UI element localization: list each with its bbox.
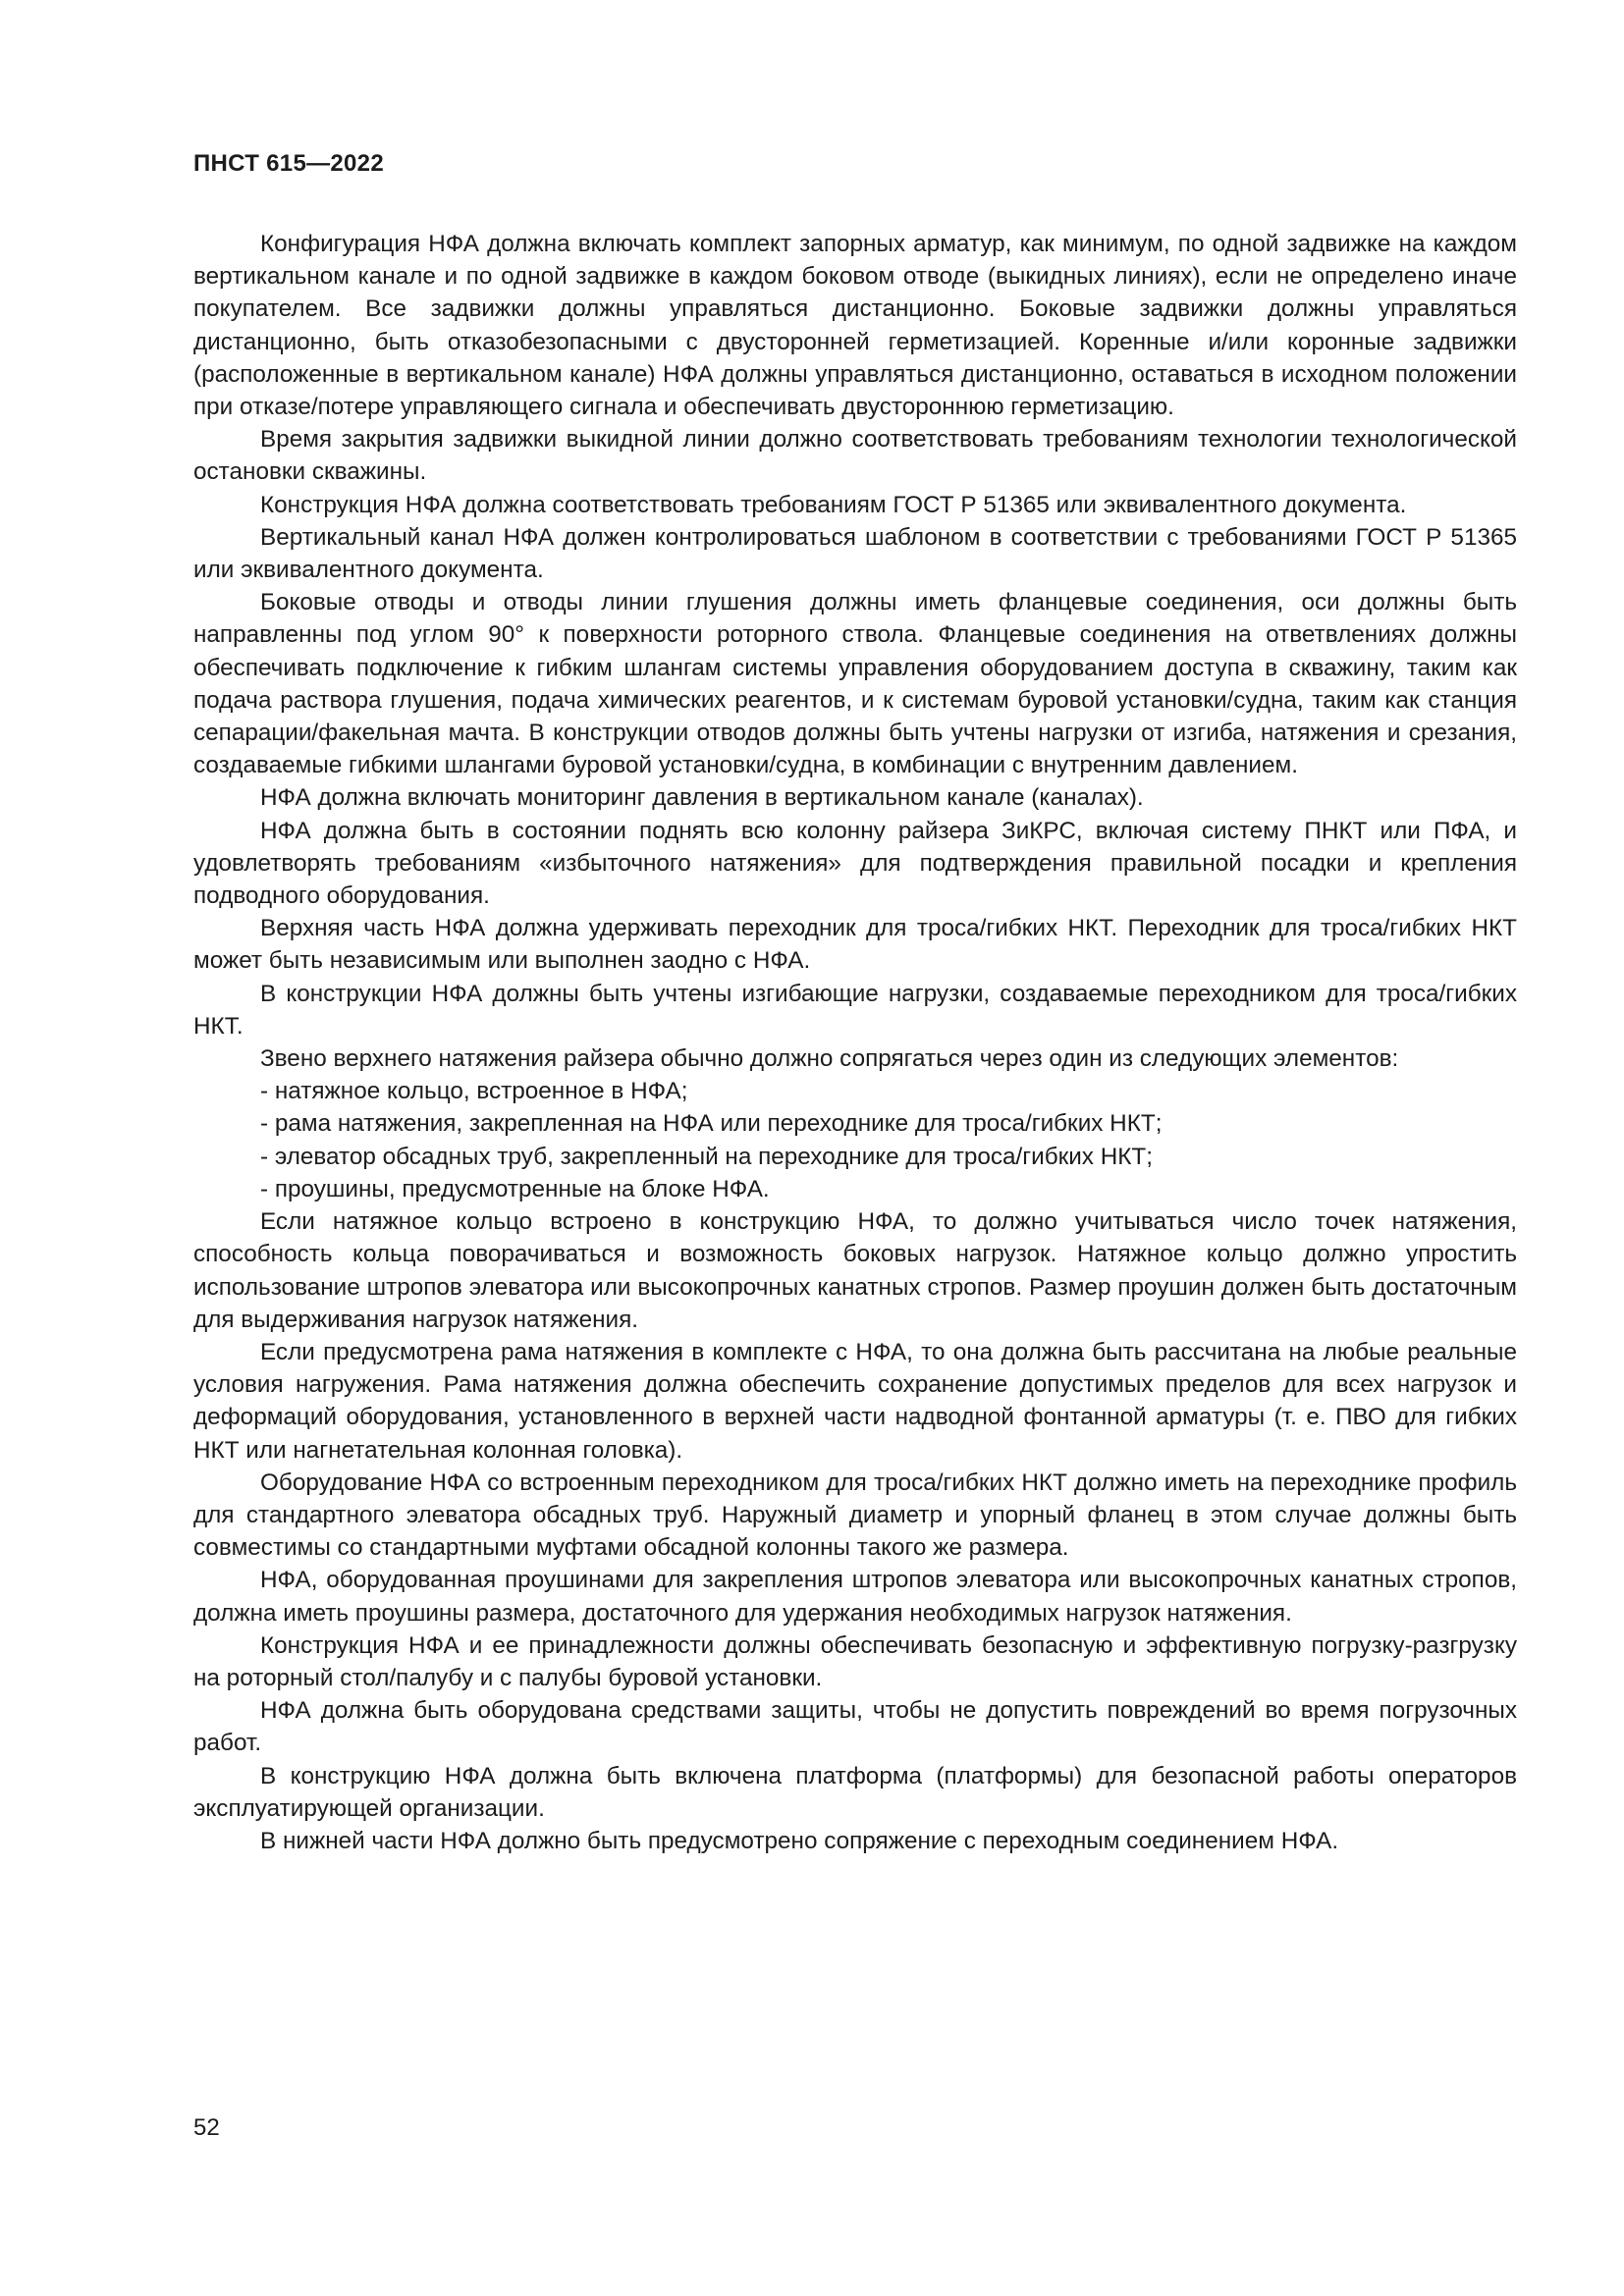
paragraph: Время закрытия задвижки выкидной линии должно соответствовать требованиям технологии технологической остановки скважины. [193,426,1517,486]
document-body [193,228,1517,1857]
paragraph: Если натяжное кольцо встроено в конструкцию НФА, то должно учитываться число точек натяжения, способность кольца поворачиваться и возможность боковых нагрузок. Натяжное кольцо должно упростить использование штропов элеватора или высокопрочных канатных стропов. Размер проушин должен быть достаточным для выдерживания нагрузок натяжения. [193,1208,1517,1333]
document-header: ПНСТ 615—2022 [193,150,384,177]
paragraph: НФА должна быть в состоянии поднять всю колонну райзера ЗиКРС, включая систему ПНКТ или ПФА, и удовлетворять требованиям «избыточного натяжения» для подтверждения правильной посадки и крепления подводного оборудования. [193,817,1517,910]
list-item: - проушины, предусмотренные на блоке НФА. [260,1175,770,1202]
paragraph: В конструкции НФА должны быть учтены изгибающие нагрузки, создаваемые переходником для троса/гибких НКТ. [193,980,1517,1040]
paragraph: НФА, оборудованная проушинами для закрепления штропов элеватора или высокопрочных канатных стропов, должна иметь проушины размера, достаточного для удержания необходимых нагрузок натяжения. [193,1567,1517,1627]
paragraph: НФА должна быть оборудована средствами защиты, чтобы не допустить повреждений во время погрузочных работ. [193,1697,1517,1757]
paragraph: Оборудование НФА со встроенным переходником для троса/гибких НКТ должно иметь на переходнике профиль для стандартного элеватора обсадных труб. Наружный диаметр и упорный фланец в этом случае должны быть совместимы со стандартными муфтами обсадной колонны такого же размера. [193,1468,1517,1562]
paragraph: В конструкцию НФА должна быть включена платформа (платформы) для безопасной работы операторов эксплуатирующей организации. [193,1762,1517,1822]
paragraph: НФА должна включать мониторинг давления в вертикальном канале (каналах). [260,784,1144,812]
list-item: - элеватор обсадных труб, закрепленный на переходнике для троса/гибких НКТ; [260,1143,1153,1170]
paragraph: Вертикальный канал НФА должен контролироваться шаблоном в соответствии с требованиями ГОСТ Р 51365 или эквивалентного документа. [193,523,1517,584]
page-number: 52 [193,2114,220,2141]
paragraph: В нижней части НФА должно быть предусмотрено сопряжение с переходным соединением НФА. [260,1827,1339,1854]
paragraph: Конструкция НФА должна соответствовать требованиям ГОСТ Р 51365 или эквивалентного документа. [260,491,1407,518]
list-item: - натяжное кольцо, встроенное в НФА; [260,1078,688,1105]
list-item: - рама натяжения, закрепленная на НФА или переходнике для троса/гибких НКТ; [260,1110,1163,1138]
paragraph: Боковые отводы и отводы линии глушения должны иметь фланцевые соединения, оси должны быть направленны под углом 90° к поверхности роторного ствола. Фланцевые соединения на ответвлениях должны обеспечивать подключение к гибким шлангам системы управления оборудованием доступа в скважину, таким как подача раствора глушения, подача химических реагентов, и к системам буровой установки/судна, таким как станция сепарации/факельная мачта. В конструкции отводов должны быть учтены нагрузки от изгиба, натяжения и срезания, создаваемые гибкими шлангами буровой установки/судна, в комбинации с внутренним давлением. [193,589,1517,779]
paragraph: Конструкция НФА и ее принадлежности должны обеспечивать безопасную и эффективную погрузку-разгрузку на роторный стол/палубу и с палубы буровой установки. [193,1631,1517,1691]
paragraph: Верхняя часть НФА должна удерживать переходник для троса/гибких НКТ. Переходник для троса/гибких НКТ может быть независимым или выполнен заодно с НФА. [193,915,1517,975]
paragraph: Звено верхнего натяжения райзера обычно должно сопрягаться через один из следующих элементов: [260,1045,1399,1073]
paragraph: Конфигурация НФА должна включать комплект запорных арматур, как минимум, по одной задвижке на каждом вертикальном канале и по одной задвижке в каждом боковом отводе (выкидных линиях), если не определено иначе покупателем. Все задвижки должны управляться дистанционно. Боковые задвижки должны управляться дистанционно, быть отказобезопасными с двусторонней герметизацией. Коренные и/или коронные задвижки (расположенные в вертикальном канале) НФА должны управляться дистанционно, оставаться в исходном положении при отказе/потере управляющего сигнала и обеспечивать двустороннюю герметизацию. [193,231,1517,421]
paragraph: Если предусмотрена рама натяжения в комплекте с НФА, то она должна быть рассчитана на любые реальные условия нагружения. Рама натяжения должна обеспечить сохранение допустимых пределов для всех нагрузок и деформаций оборудования, установленного в верхней части надводной фонтанной арматуры (т. е. ПВО для гибких НКТ или нагнетательная колонная головка). [193,1338,1517,1464]
